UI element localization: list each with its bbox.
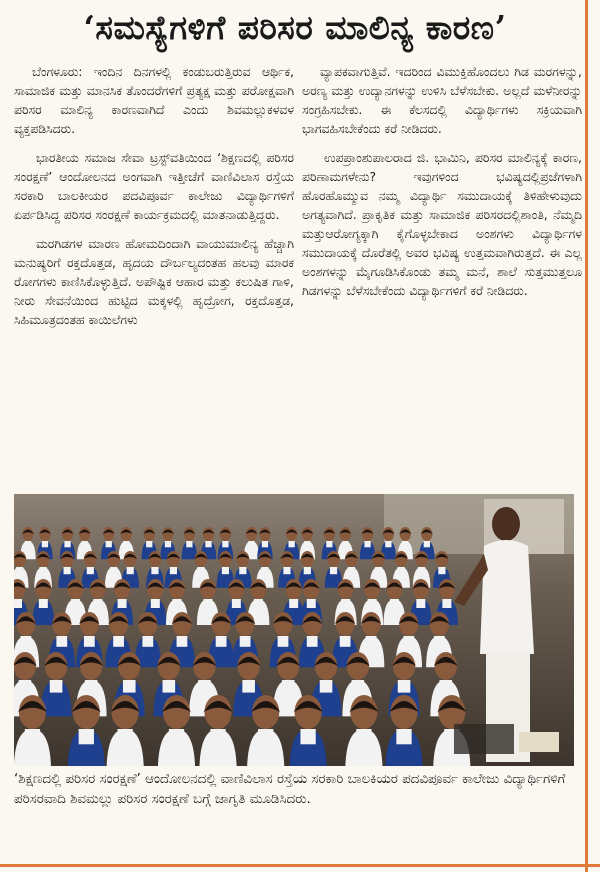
paragraph: ಮರಗಿಡಗಳ ಮಾರಣ ಹೋಮದಿಂದಾಗಿ ವಾಯುಮಾಲಿನ್ಯ ಹೆಚ್ಚಾಗಿ ಮನುಷ್ಯರಿಗೆ ರಕ್ತದೊತ್ತಡ, ಹೃದಯ ದೌರ್ಬಲ್ಯದಂತಹ ಹಲವು ಮಾರಕ ರೋಗಗಳು ಕಾಣಿಸಿಕೊಳ್ಳುತ್ತಿದೆ. ಅಪೌಷ್ಟಿಕ ಆಹಾರ ಮತ್ತು ಕಲುಷಿತ ಗಾಳಿ, ನೀರು ಸೇವನೆಯಿಂದ ಹುಟ್ಟಿದ ಮಕ್ಕಳಲ್ಲಿ ಹೃದ್ರೋಗ, ರಕ್ತದೊತ್ತಡ, ಸಿಹಿಮೂತ್ರದಂತಹ ಕಾಯಿಲೆಗಳು (14, 236, 294, 327)
decorative-rule-right (585, 0, 588, 872)
paragraph: ಉಪಪ್ರಾಂಶುಪಾಲರಾದ ಜಿ. ಭಾಮಿನಿ, ಪರಿಸರ ಮಾಲಿನ್ಯಕ್ಕೆ ಕಾರಣ, ಪರಿಣಾಮಗಳೇನು? ಇವುಗಳಿಂದ ಭವಿಷ್ಯದಲ್ಲಿಪ್ರಜೆಗಳಾಗಿ ಹೊರಹೊಮ್ಮುವ ನಮ್ಮ ವಿದ್ಯಾರ್ಥಿ ಸಮುದಾಯಕ್ಕೆ ತಿಳಿಹೇಳುವುದು ಅಗತ್ಯವಾಗಿದೆ. ಪ್ರಾಕೃತಿಕ ಮತ್ತು ಸಾಮಾಜಿಕ ಪರಿಸರದಲ್ಲಿಶಾಂತಿ, ನೆಮ್ಮದಿ ಮತ್ತುಆರೋಗ್ಯಕ್ಕಾಗಿ ಕೈಗೊಳ್ಳಬೇಕಾದ ಅಂಶಗಳು ವಿದ್ಯಾರ್ಥಿಗಳ ಸಮುದಾಯಕ್ಕೆ ದೊರೆತಲ್ಲಿ ಅವರ ಭವಿಷ್ಯ ಉತ್ತಮವಾಗಿರುತ್ತದೆ. ಈ ಎಲ್ಲ ಅಂಶಗಳನ್ನು ಮೈಗೂಡಿಸಿಕೊಂಡು ತಮ್ಮ ಮನೆ, ಶಾಲೆ ಸುತ್ತಮುತ್ತಲೂ ಗಿಡಗಳನ್ನು ಬೆಳೆಸಬೇಕೆಂದು ವಿದ್ಯಾರ್ಥಿಗಳಿಗೆ ಕರೆ ನೀಡಿದರು. (302, 150, 582, 298)
article-column-left (14, 62, 294, 339)
photo-caption: ‘ಶಿಕ್ಷಣದಲ್ಲಿ ಪರಿಸರ ಸಂರಕ್ಷಣೆ’ ಆಂದೋಲನದಲ್ಲಿ ವಾಣಿವಿಲಾಸ ರಸ್ತೆಯ ಸರಕಾರಿ ಬಾಲಕಿಯರ ಪದವಿಪೂರ್ವ ಕಾಲೇಜು ವಿದ್ಯಾರ್ಥಿಗಳಿಗೆ ಪರಿಸರವಾದಿ ಶಿವಮಲ್ಲು ಪರಿಸರ ಸಂರಕ್ಷಣೆ ಬಗ್ಗೆ ಜಾಗೃತಿ ಮೂಡಿಸಿದರು. (14, 772, 566, 807)
article-headline: ‘ಸಮಸ್ಯೆಗಳಿಗೆ ಪರಿಸರ ಮಾಲಿನ್ಯ ಕಾರಣ’ (83, 8, 507, 47)
classroom-photo-illustration (14, 494, 574, 766)
news-photo (14, 494, 574, 766)
paragraph: ಬೆಂಗಳೂರು: ಇಂದಿನ ದಿನಗಳಲ್ಲಿ ಕಂಡುಬರುತ್ತಿರುವ ಆರ್ಥಿಕ, ಸಾಮಾಜಿಕ ಮತ್ತು ಮಾನಸಿಕ ತೊಂದರೆಗಳಿಗೆ ಪ್ರತ್ಯಕ್ಷ ಮತ್ತು ಪರೋಕ್ಷವಾಗಿ ಪರಿಸರ ಮಾಲಿನ್ಯ ಕಾರಣವಾಗಿದೆ ಎಂದು ಶಿವಮಲ್ಲುಕಳವಳ ವ್ಯಕ್ತಪಡಿಸಿದರು. (14, 64, 294, 136)
article-column-right (302, 62, 582, 310)
paragraph: ವ್ಯಾಪಕವಾಗುತ್ತಿವೆ. ಇದರಿಂದ ವಿಮುಕ್ತಿಹೊಂದಲು ಗಿಡ ಮರಗಳನ್ನು, ಅರಣ್ಯ ಮತ್ತು ಉದ್ಯಾನಗಳನ್ನು ಉಳಿಸಿ ಬೆಳೆಸಬೇಕು. ಅಲ್ಲದೆ ಮಳೆನೀರನ್ನು ಸಂಗ್ರಹಿಸಬೇಕು. ಈ ಕೆಲಸದಲ್ಲಿ ವಿದ್ಯಾರ್ಥಿಗಳು ಸಕ್ರಿಯವಾಗಿ ಭಾಗವಹಿಸಬೇಕೆಂದು ಕರೆ ನೀಡಿದರು. (302, 64, 582, 136)
decorative-rule-bottom (0, 864, 600, 867)
paragraph: ಭಾರತೀಯ ಸಮಾಜ ಸೇವಾ ಟ್ರಸ್ಟ್‌ವತಿಯಿಂದ ‘ಶಿಕ್ಷಣದಲ್ಲಿ ಪರಿಸರ ಸಂರಕ್ಷಣೆ’ ಆಂದೋಲನದ ಅಂಗವಾಗಿ ಇತ್ತೀಚೆಗೆ ವಾಣಿವಿಲಾಸ ರಸ್ತೆಯ ಸರಕಾರಿ ಬಾಲಕೀಯರ ಪದವಿಪೂರ್ವ ಕಾಲೇಜು ವಿದ್ಯಾರ್ಥಿಗಳಿಗೆ ಏರ್ಪಡಿಸಿದ್ದ ಪರಿಸರ ಸಂರಕ್ಷಣೆ ಕಾರ್ಯಕ್ರಮದಲ್ಲಿ ಮಾತನಾಡುತ್ತಿದ್ದರು. (14, 150, 294, 222)
